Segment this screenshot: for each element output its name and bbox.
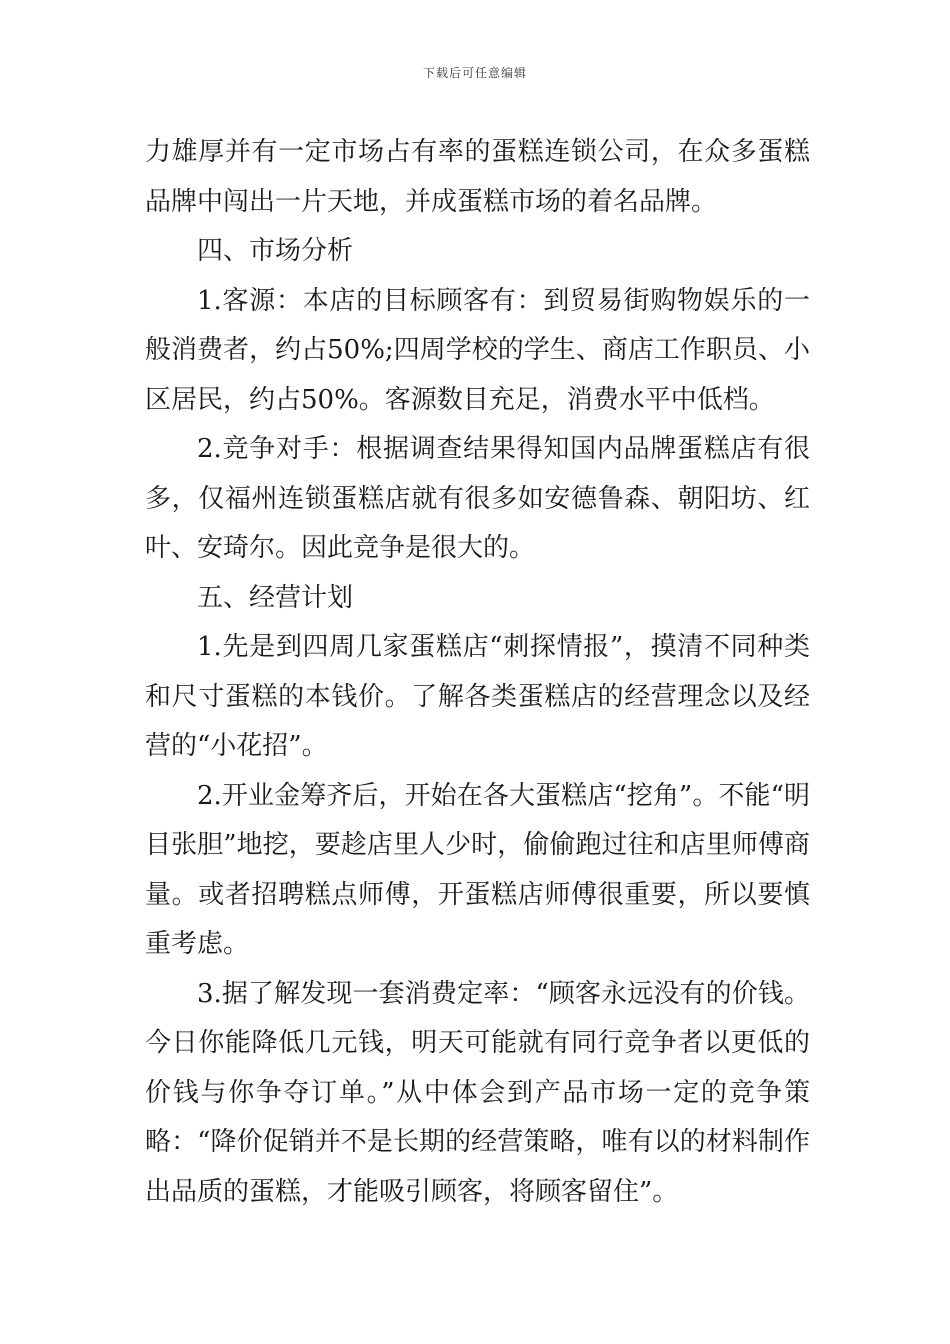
paragraph-customer-source: 1.客源：本店的目标顾客有：到贸易街购物娱乐的一般消费者，约占50%;四周学校的学生、商店工作职员、小区居民，约占50%。客源数目充足，消费水平中低档。 bbox=[145, 285, 810, 415]
paragraph-continuation: 力雄厚并有一定市场占有率的蛋糕连锁公司，在众多蛋糕品牌中闯出一片天地，并成蛋糕市场的着名品牌。 bbox=[145, 137, 810, 217]
paragraph-competitors: 2.竞争对手：根据调查结果得知国内品牌蛋糕店有很多，仅福州连锁蛋糕店就有很多如安德鲁森、朝阳坊、红叶、安琦尔。因此竞争是很大的。 bbox=[145, 434, 810, 563]
document-body bbox=[145, 128, 810, 1217]
section-heading-business-plan: 五、经营计划 bbox=[197, 582, 354, 613]
section-heading-market-analysis: 四、市场分析 bbox=[197, 236, 354, 266]
paragraph-plan-step-1: 1.先是到四周几家蛋糕店“刺探情报”，摸清不同种类和尺寸蛋糕的本钱价。了解各类蛋糕店的经营理念以及经营的“小花招”。 bbox=[145, 632, 810, 761]
page-header: 下载后可任意编辑 bbox=[422, 66, 527, 80]
paragraph-plan-step-2: 2.开业金筹齐后，开始在各大蛋糕店“挖角”。不能“明目张胆”地挖，要趁店里人少时，偷偷跑过往和店里师傅商量。或者招聘糕点师傅，开蛋糕店师傅很重要，所以要慎重考虑。 bbox=[145, 780, 810, 959]
paragraph-plan-step-3: 3.据了解发现一套消费定率：“顾客永远没有的价钱。今日你能降低几元钱，明天可能就有同行竞争者以更低的价钱与你争夺订单。”从中体会到产品市场一定的竞争策略：“降价促销并不是长期的经营策略，唯有以的材料制作出品质的蛋糕，才能吸引顾客，将顾客留住”。 bbox=[145, 978, 810, 1207]
